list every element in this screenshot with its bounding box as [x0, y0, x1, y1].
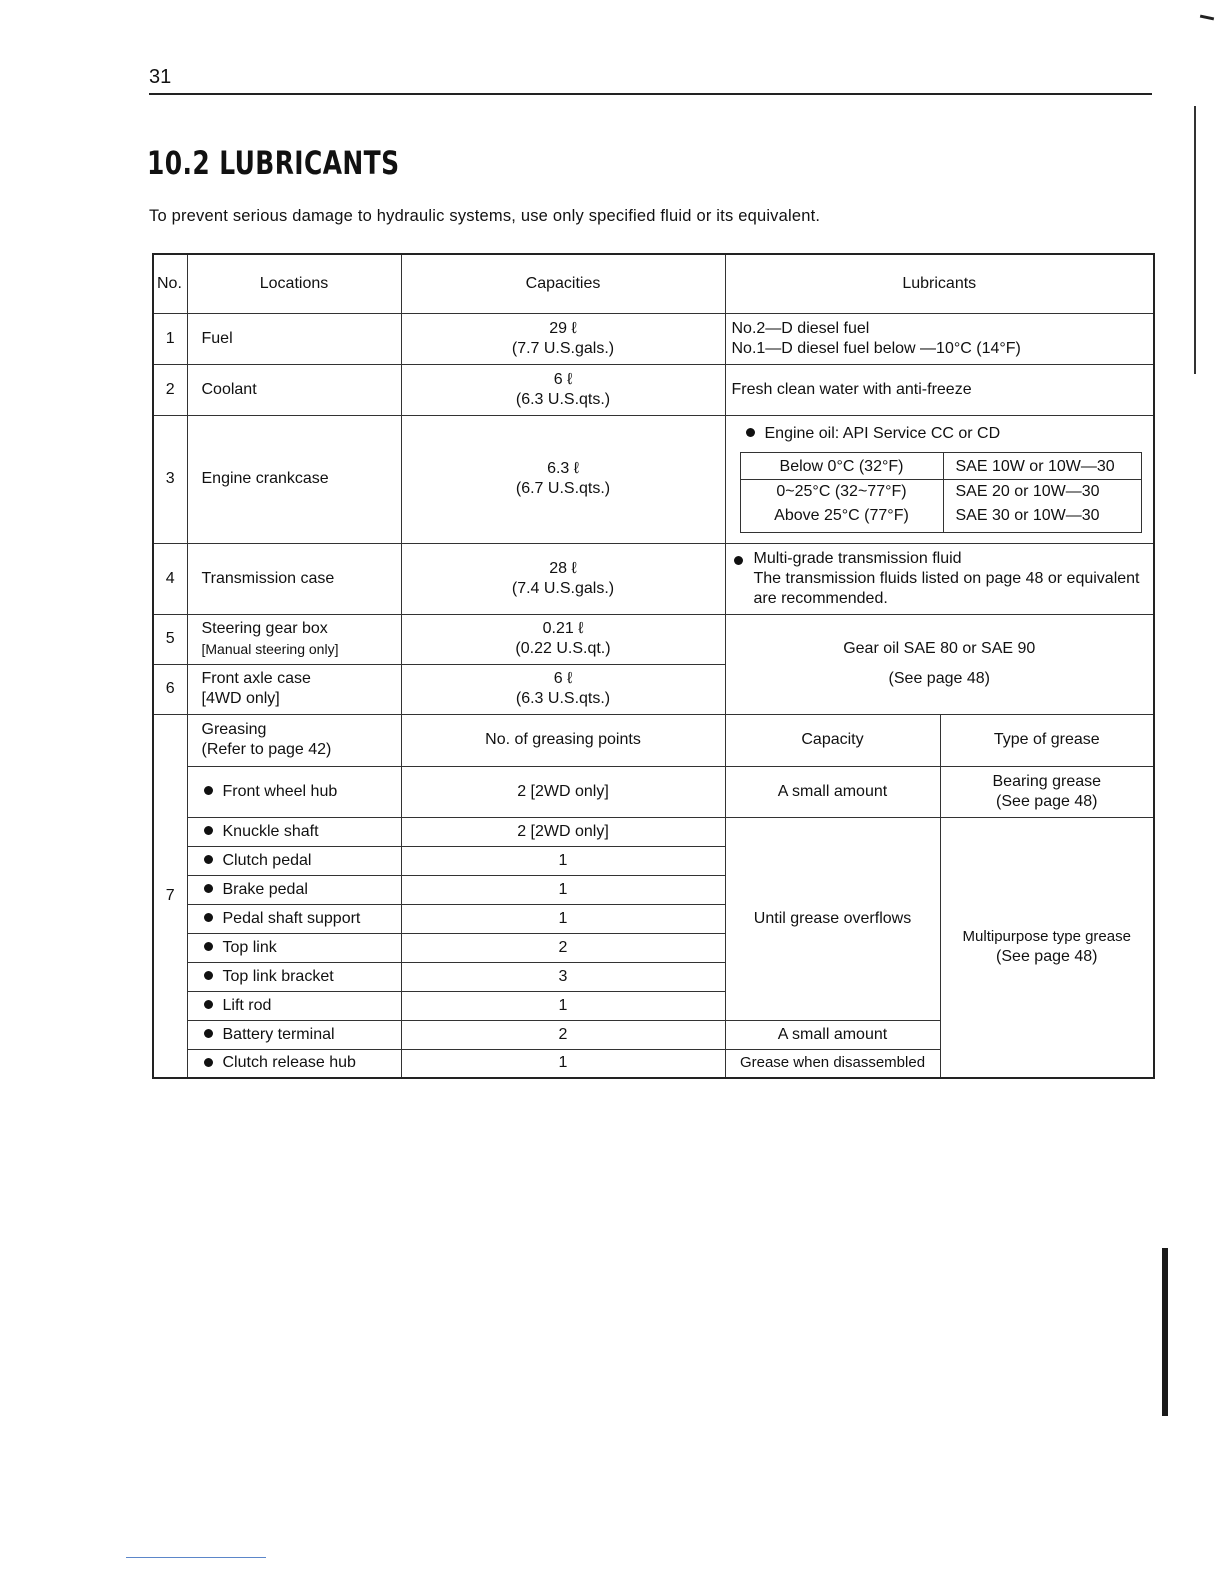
- temp-range: 0~25°C (32~77°F): [740, 479, 943, 504]
- scan-edge-line: [1194, 106, 1196, 374]
- capacity-us: (7.7 U.S.gals.): [511, 339, 615, 357]
- capacity-us: (6.3 U.S.qts.): [515, 390, 611, 408]
- row-location: [187, 664, 401, 714]
- row-lubricant: [725, 313, 1154, 364]
- viscosity-row: [740, 479, 1141, 504]
- scan-edge-line-lower: [1162, 1248, 1168, 1416]
- engine-oil-spec: [736, 424, 1148, 444]
- greasing-ref: (Refer to page 42): [201, 741, 332, 758]
- row-capacity: [401, 614, 725, 664]
- greasing-points: 1: [401, 846, 725, 875]
- lubricant-line: Gear oil SAE 80 or SAE 90: [843, 640, 1036, 657]
- row-no: 5: [153, 614, 187, 664]
- location-note: [4WD only]: [201, 690, 280, 707]
- lubricant-line: The transmission fluids listed on page 48 or equivalent are recommended.: [753, 569, 1140, 607]
- row-location: Transmission case: [187, 543, 401, 614]
- greasing-item: [187, 846, 401, 875]
- greasing-type: [940, 766, 1154, 817]
- capacity-liters: 6 ℓ: [553, 370, 573, 388]
- row-capacity: [401, 543, 725, 614]
- row-capacity: [401, 313, 725, 364]
- lubricant-line: (See page 48): [888, 670, 990, 687]
- greasing-item-name: Top link: [222, 938, 277, 956]
- lubricants-table: [152, 253, 1155, 1079]
- row-capacity: [401, 364, 725, 415]
- row-lubricant: [725, 415, 1154, 543]
- capacity-us: (0.22 U.S.qt.): [515, 640, 611, 657]
- greasing-item: [187, 1020, 401, 1049]
- greasing-item: [187, 817, 401, 846]
- grease-type-line: (See page 48): [996, 792, 1098, 810]
- table-row: [153, 543, 1154, 614]
- bullet-icon: [734, 556, 743, 565]
- greasing-item-name: Knuckle shaft: [222, 822, 319, 840]
- row-location: [187, 614, 401, 664]
- capacity-liters: 6 ℓ: [553, 670, 573, 687]
- bullet-icon: [204, 826, 213, 835]
- viscosity-row: [740, 504, 1141, 533]
- capacity-us: (7.4 U.S.gals.): [511, 579, 615, 597]
- capacity-liters: 29 ℓ: [549, 319, 577, 337]
- corner-scan-mark: [1200, 15, 1214, 21]
- bullet-icon: [204, 1058, 213, 1067]
- greasing-item: [187, 904, 401, 933]
- greasing-item: [187, 1049, 401, 1078]
- intro-text: To prevent serious damage to hydraulic systems, use only specified fluid or its equivalent.: [149, 207, 821, 225]
- greasing-points: 2 [2WD only]: [401, 817, 725, 846]
- greasing-item: [187, 766, 401, 817]
- greasing-item: [187, 962, 401, 991]
- grease-type-line: Bearing grease: [992, 772, 1102, 790]
- greasing-item: [187, 875, 401, 904]
- oil-grade: SAE 10W or 10W—30: [943, 452, 1141, 479]
- row-location: Engine crankcase: [187, 415, 401, 543]
- greasing-item-name: Lift rod: [222, 996, 272, 1014]
- viscosity-table: [740, 452, 1142, 533]
- bullet-icon: [204, 913, 213, 922]
- table-row: [153, 313, 1154, 364]
- greasing-capacity: A small amount: [725, 1020, 940, 1049]
- greasing-item-name: Clutch release hub: [222, 1054, 356, 1072]
- temp-range: Below 0°C (32°F): [740, 452, 943, 479]
- table-row: [153, 415, 1154, 543]
- bullet-icon: [204, 942, 213, 951]
- bullet-icon: [204, 1029, 213, 1038]
- bullet-icon: [204, 786, 213, 795]
- row-location: Fuel: [187, 313, 401, 364]
- greasing-type: [940, 817, 1154, 1078]
- table-header-row: [153, 254, 1154, 313]
- row-no: 1: [153, 313, 187, 364]
- header-lubricants: Lubricants: [725, 254, 1154, 313]
- header-rule: [149, 93, 1152, 95]
- bullet-icon: [204, 884, 213, 893]
- capacity-us: (6.7 U.S.qts.): [515, 480, 611, 497]
- greasing-points: 1: [401, 904, 725, 933]
- greasing-row: [153, 817, 1154, 846]
- header-type: Type of grease: [940, 714, 1154, 766]
- greasing-points: 1: [401, 875, 725, 904]
- oil-grade: SAE 20 or 10W—30: [943, 479, 1141, 504]
- header-no: No.: [153, 254, 187, 313]
- grease-type-line: Multipurpose type grease: [962, 928, 1131, 946]
- row-lubricant: [725, 543, 1154, 614]
- transmission-fluid-spec: [732, 549, 1148, 609]
- greasing-item-name: Front wheel hub: [222, 782, 338, 800]
- viscosity-row: [740, 452, 1141, 479]
- bullet-icon: [204, 1000, 213, 1009]
- header-locations: Locations: [187, 254, 401, 313]
- page-number: 31: [149, 66, 172, 88]
- row-no: 7: [153, 714, 187, 1078]
- capacity-liters: 28 ℓ: [549, 559, 577, 577]
- location-name: Steering gear box: [201, 620, 328, 637]
- header-points: No. of greasing points: [401, 714, 725, 766]
- greasing-row: [153, 766, 1154, 817]
- table-row: [153, 614, 1154, 664]
- greasing-item-name: Clutch pedal: [222, 851, 312, 869]
- header-capacity: Capacity: [725, 714, 940, 766]
- capacity-liters: 0.21 ℓ: [542, 620, 584, 637]
- lubricant-line: No.2—D diesel fuel: [731, 319, 870, 337]
- greasing-capacity: A small amount: [725, 766, 940, 817]
- row-location: Coolant: [187, 364, 401, 415]
- row-no: 2: [153, 364, 187, 415]
- greasing-points: 2 [2WD only]: [401, 766, 725, 817]
- footer-line: [126, 1557, 266, 1558]
- row-lubricant: [725, 614, 1154, 714]
- bullet-icon: [204, 855, 213, 864]
- row-lubricant: Fresh clean water with anti-freeze: [725, 364, 1154, 415]
- greasing-item-name: Pedal shaft support: [222, 909, 361, 927]
- capacity-us: (6.3 U.S.qts.): [515, 690, 611, 707]
- greasing-item-name: Brake pedal: [222, 880, 308, 898]
- row-no: 4: [153, 543, 187, 614]
- greasing-header-row: [153, 714, 1154, 766]
- capacity-liters: 6.3 ℓ: [547, 460, 579, 477]
- location-note: [Manual steering only]: [201, 641, 339, 657]
- oil-grade: SAE 30 or 10W—30: [943, 504, 1141, 533]
- lubricant-line: No.1—D diesel fuel below —10°C (14°F): [731, 339, 1021, 357]
- bullet-icon: [746, 428, 755, 437]
- greasing-title: [187, 714, 401, 766]
- greasing-points: 2: [401, 1020, 725, 1049]
- row-capacity: [401, 415, 725, 543]
- temp-range: Above 25°C (77°F): [740, 504, 943, 533]
- greasing-points: 3: [401, 962, 725, 991]
- header-capacities: Capacities: [401, 254, 725, 313]
- greasing-capacity: Until grease overflows: [725, 817, 940, 1020]
- location-name: Front axle case: [201, 670, 311, 687]
- row-no: 6: [153, 664, 187, 714]
- section-title: 10.2 LUBRICANTS: [147, 144, 400, 182]
- greasing-item: [187, 991, 401, 1020]
- table-row: [153, 364, 1154, 415]
- engine-oil-text: Engine oil: API Service CC or CD: [764, 424, 1001, 442]
- row-capacity: [401, 664, 725, 714]
- greasing-points: 1: [401, 991, 725, 1020]
- grease-type-line: (See page 48): [996, 948, 1098, 966]
- greasing-points: 2: [401, 933, 725, 962]
- bullet-icon: [204, 971, 213, 980]
- greasing-capacity: Grease when disassembled: [725, 1049, 940, 1078]
- greasing-item-name: Top link bracket: [222, 967, 334, 985]
- greasing-points: 1: [401, 1049, 725, 1078]
- row-no: 3: [153, 415, 187, 543]
- greasing-label: Greasing: [201, 721, 267, 738]
- greasing-item: [187, 933, 401, 962]
- greasing-item-name: Battery terminal: [222, 1025, 335, 1043]
- lubricant-line: Multi-grade transmission fluid: [753, 549, 962, 567]
